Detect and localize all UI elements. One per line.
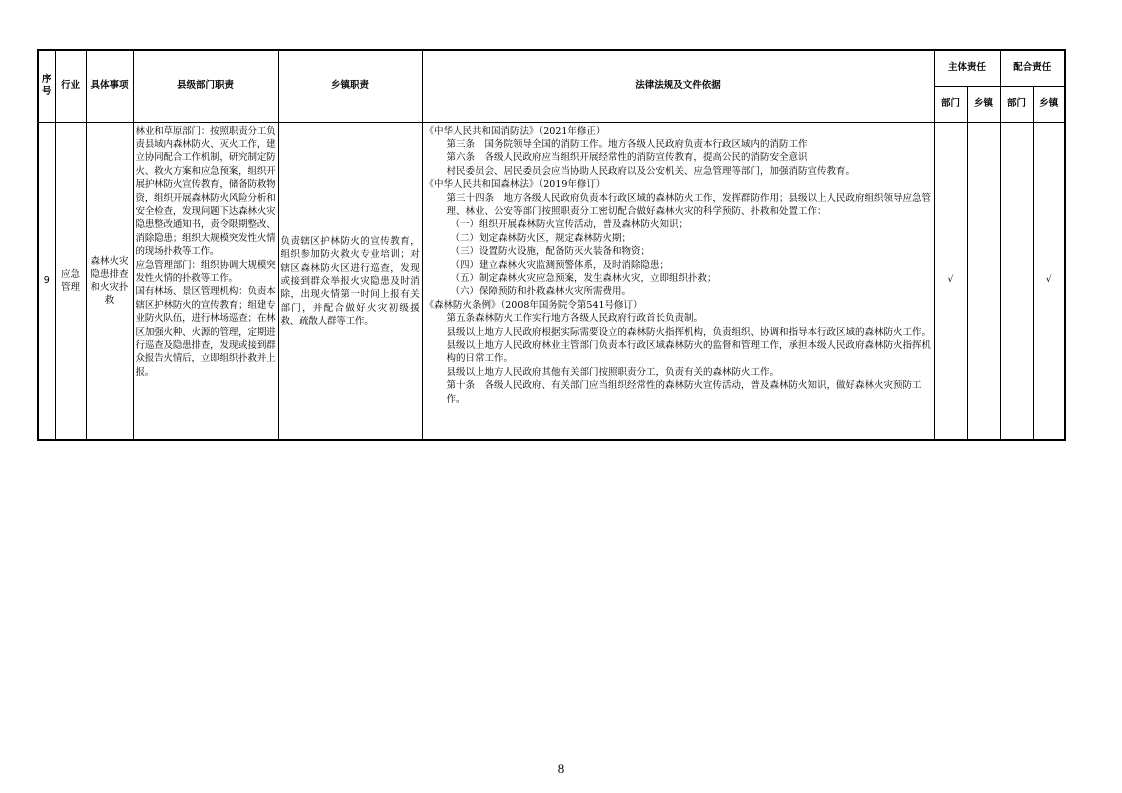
legal-source-title: 《中华人民共和国消防法》（2021年修正） (424, 125, 606, 137)
legal-clause: （五）制定森林火灾应急预案，发生森林火灾，立即组织扑救； (450, 272, 717, 284)
header-main-dept: 部门 (934, 86, 967, 122)
legal-source-title: 《森林防火条例》（2008年国务院令第541号修订） (424, 299, 643, 311)
row-main-dept: √ (934, 122, 967, 440)
table-row (38, 122, 1065, 440)
legal-clause: （六）保障预防和扑救森林火灾所需费用。 (450, 286, 632, 298)
legal-clause: （四）建立森林火灾监测预警体系，及时消除隐患； (450, 259, 670, 271)
legal-clause: 村民委员会、居民委员会应当协助人民政府以及公安机关、应急管理等部门，加强消防宣传教育。 (446, 165, 856, 177)
row-town-duty (278, 122, 422, 440)
row-industry: 应急管理 (55, 122, 86, 440)
header-row-1 (38, 50, 1065, 86)
legal-clause: （二）划定森林防火区，规定森林防火期； (450, 232, 632, 244)
legal-clause: 第三条 国务院领导全国的消防工作。地方各级人民政府负责本行政区域内的消防工作 (446, 138, 808, 150)
header-coop-town: 乡镇 (1033, 86, 1065, 122)
legal-clause: 县级以上地方人民政府林业主管部门负责本行政区域森林防火的监督和管理工作，承担本级人民政府森林防火指挥机构的日常工作。 (446, 340, 932, 365)
header-seq: 序号 (38, 50, 55, 122)
legal-clause: 第五条森林防火工作实行地方各级人民政府行政首长负责制。 (446, 313, 704, 325)
row-item: 森林火灾隐患排查和火灾扑救 (86, 122, 133, 440)
legal-source-title: 《中华人民共和国森林法》（2019年修订） (424, 179, 606, 191)
row-county-duty (133, 122, 278, 440)
row-seq: 9 (38, 122, 55, 440)
legal-clause: 第十条 各级人民政府、有关部门应当组织经常性的森林防火宣传活动，普及森林防火知识，做好森林火灾预防工作。 (446, 380, 922, 405)
legal-clause: 第六条 各级人民政府应当组织开展经常性的消防宣传教育，提高公民的消防安全意识 (446, 152, 808, 164)
row-coop-town: √ (1033, 122, 1065, 440)
county-duty-text: 林业和草原部门：按照职责分工负责县域内森林防火、灭火工作，建立协同配合工作机制，研究制定防火、救火方案和应急预案，组织开展护林防火宣传教育，储备防救物资，组织开展森林防火风险分析和安全检查，发现问题下达森林火灾隐患整改通知书，责令限期整改、消除隐患；组织大规模突发性火情的现场扑救等工作。 应急管理部门：组织协调大规模突发性火情的扑救等工作。 国有林场、景区管理机构：负责本辖区护林防火的宣传教育；组建专业防火队伍，进行林场巡查；在林区加强火种、火源的管理，定期进行巡查及隐患排查，发现或接到群众报告火情后，立即组织扑救并上报。 (135, 125, 276, 378)
header-town-duty: 乡镇职责 (278, 50, 422, 122)
town-duty-text: 负责辖区护林防火的宣传教育，组织参加防火救火专业培训；对辖区森林防火区进行巡查，发现或接到群众举报火灾隐患及时消除，出现火情第一时间上报有关部门，并配合做好火灾初级援救、疏散人群等工作。 (280, 235, 420, 328)
header-item: 具体事项 (86, 50, 133, 122)
header-coop-resp: 配合责任 (1000, 50, 1065, 86)
header-county-duty: 县级部门职责 (133, 50, 278, 122)
legal-clause: （一）组织开展森林防火宣传活动，普及森林防火知识； (450, 219, 689, 231)
row-coop-dept (1000, 122, 1033, 440)
legal-clause: 县级以上地方人民政府根据实际需要设立的森林防火指挥机构，负责组织、协调和指导本行政区域的森林防火工作。 (446, 326, 932, 338)
legal-clause: （三）设置防火设施，配备防灭火装备和物资； (450, 246, 651, 258)
page-number: 8 (557, 761, 565, 776)
header-main-resp: 主体责任 (934, 50, 1000, 86)
responsibility-table (37, 49, 1066, 441)
legal-clause: 第三十四条 地方各级人民政府负责本行政区域的森林防火工作，发挥群防作用；县级以上人民政府组织领导应急管理、林业、公安等部门按照职责分工密切配合做好森林火灾的科学预防、扑救和处置工作： (446, 192, 932, 217)
header-main-town: 乡镇 (967, 86, 1000, 122)
row-main-town (967, 122, 1000, 440)
header-legal-basis: 法律法规及文件依据 (422, 50, 934, 122)
header-industry: 行业 (55, 50, 86, 122)
legal-clause: 县级以上地方人民政府其他有关部门按照职责分工，负责有关的森林防火工作。 (446, 366, 780, 378)
legal-basis-list (423, 125, 934, 407)
row-legal-basis (422, 122, 934, 440)
header-coop-dept: 部门 (1000, 86, 1033, 122)
